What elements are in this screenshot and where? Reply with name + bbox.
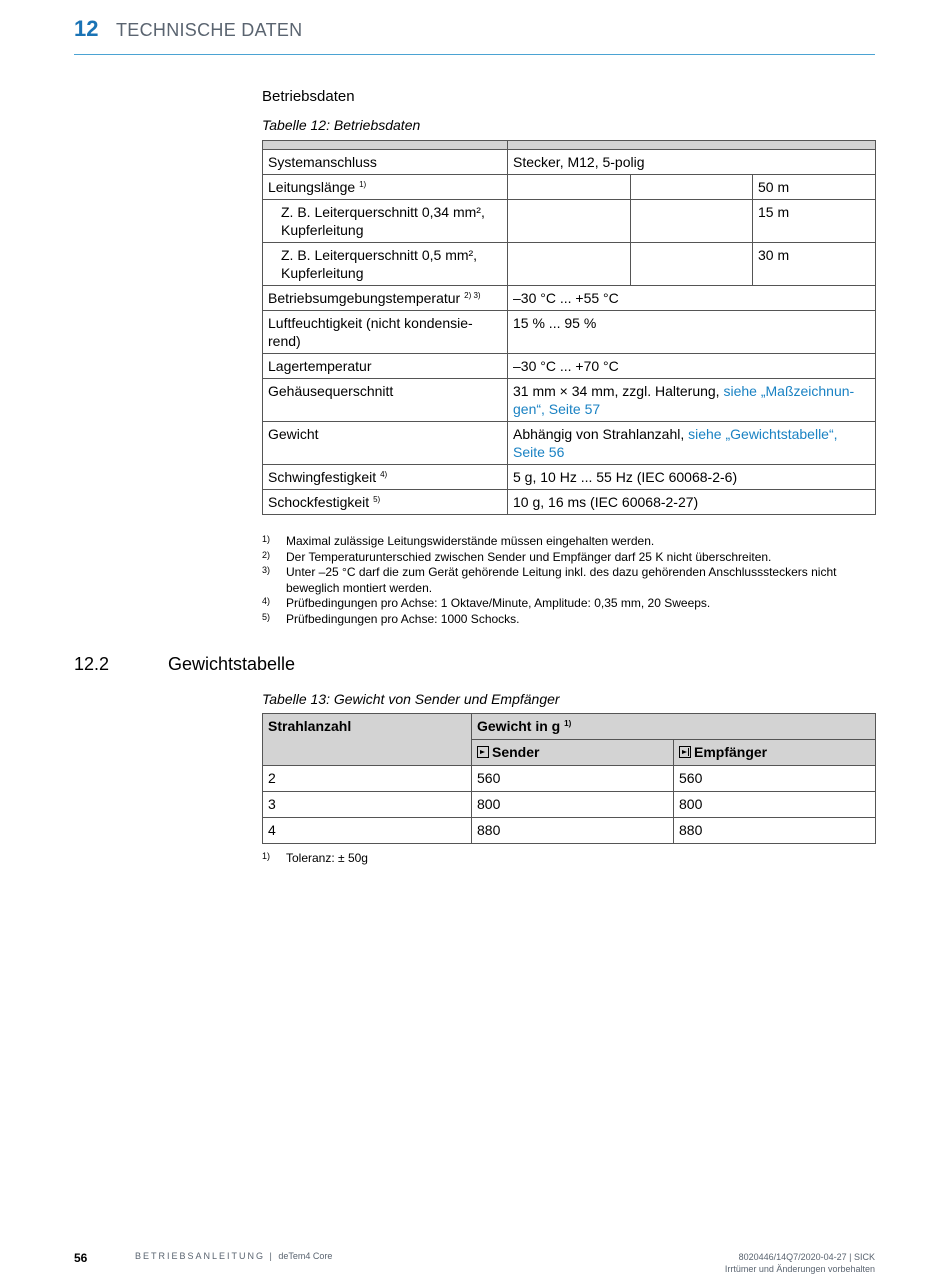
table-row <box>263 818 876 844</box>
footnote-ref: 1) <box>359 180 367 189</box>
col-header-strahlanzahl: Strahlanzahl <box>263 714 472 766</box>
table-row <box>263 150 876 175</box>
row-label: Schockfestigkeit $^{5)}$ <box>263 490 508 515</box>
footer-doc-info <box>725 1251 875 1275</box>
table-row <box>263 465 876 490</box>
cell-empfaenger: 560 <box>674 766 876 792</box>
row-label: Schwingfestigkeit $^{4)}$ <box>263 465 508 490</box>
cell-strahlanzahl: 3 <box>263 792 472 818</box>
footer-doc-id: 8020446/14Q7/2020-04-27 | SICK <box>738 1252 875 1262</box>
cell-sender: 800 <box>472 792 674 818</box>
footnote-ref: 1) <box>564 719 572 728</box>
footnote-ref: 5) <box>373 495 381 504</box>
footnote-ref: 4) <box>380 470 388 479</box>
cell-sender: 560 <box>472 766 674 792</box>
table-row <box>263 766 876 792</box>
row-value: 15 m <box>753 200 876 243</box>
chapter-number: 12 <box>74 16 99 41</box>
table-header-row <box>263 714 876 740</box>
row-value: 15 % ... 95 % <box>508 311 876 354</box>
cell-strahlanzahl: 2 <box>263 766 472 792</box>
footnote: 5) Prüfbedingungen pro Achse: 1000 Schocks. <box>262 611 520 626</box>
table-row <box>263 200 876 243</box>
section-title-gewichtstabelle: Gewichtstabelle <box>168 654 296 674</box>
footnote-ref: 2) 3) <box>464 291 481 300</box>
table-row <box>263 379 876 422</box>
table-row <box>263 286 876 311</box>
table-row <box>263 490 876 515</box>
row-value: 10 g, 16 ms (IEC 60068-2-27) <box>508 490 876 515</box>
footer-doc-title: BETRIEBSANLEITUNG | deTem4 Core <box>135 1251 333 1261</box>
row-label: Betriebsumgebungstemperatur $^{2) 3)}$ <box>263 286 508 311</box>
table-header-row <box>263 141 876 150</box>
row-value: Abhängig von Strahlanzahl, siehe „Gewichtstabelle“, Seite 56 <box>508 422 876 465</box>
link-masszeichnungen[interactable]: siehe „Maßzeichnun-gen“, Seite 57 <box>513 383 855 417</box>
row-label: Leitungslänge $^{1)}$ <box>263 175 508 200</box>
row-label: Luftfeuchtigkeit (nicht kondensie-rend) <box>263 311 508 354</box>
table-row <box>263 792 876 818</box>
row-value: –30 °C ... +55 °C <box>508 286 876 311</box>
table-row <box>263 354 876 379</box>
link-gewichtstabelle[interactable]: siehe „Gewichtstabelle“, Seite 56 <box>513 426 838 460</box>
section-number: 12.2 <box>74 654 110 674</box>
footnote: 2) Der Temperaturunterschied zwischen Sender und Empfänger darf 25 K nicht überschreiten. <box>262 549 772 564</box>
row-label: Z. B. Leiterquerschnitt 0,34 mm², Kupferleitung <box>263 200 508 243</box>
row-label: Lagertemperatur <box>263 354 508 379</box>
col-header-sender: Sender <box>472 740 674 766</box>
row-value: 30 m <box>753 243 876 286</box>
chapter-title: TECHNISCHE DATEN <box>116 20 303 40</box>
section-title-betriebsdaten: Betriebsdaten <box>262 88 355 105</box>
page-number: 56 <box>74 1251 88 1265</box>
chapter-header <box>74 14 875 55</box>
cell-sender: 880 <box>472 818 674 844</box>
cell-empfaenger: 800 <box>674 792 876 818</box>
table-caption-13: Tabelle 13: Gewicht von Sender und Empfänger <box>262 691 560 707</box>
footnotes-table-12 <box>262 534 875 627</box>
row-label: Gewicht <box>263 422 508 465</box>
row-value: 31 mm × 34 mm, zzgl. Halterung, siehe „Maßzeichnun-gen“, Seite 57 <box>508 379 876 422</box>
row-value: 50 m <box>753 175 876 200</box>
row-label: Systemanschluss <box>263 150 508 175</box>
row-value: –30 °C ... +70 °C <box>508 354 876 379</box>
row-label: Z. B. Leiterquerschnitt 0,5 mm², Kupferleitung <box>263 243 508 286</box>
col-header-gewicht: Gewicht in g $^{1)}$ <box>472 714 876 740</box>
betriebsdaten-table <box>262 140 876 515</box>
gewicht-table <box>262 713 876 844</box>
cell-strahlanzahl: 4 <box>263 818 472 844</box>
col-header-empfaenger: Empfänger <box>674 740 876 766</box>
footer-disclaimer: Irrtümer und Änderungen vorbehalten <box>724 1264 875 1274</box>
footnote: 4) Prüfbedingungen pro Achse: 1 Oktave/Minute, Amplitude: 0,35 mm, 20 Sweeps. <box>262 596 711 610</box>
footnote: 1) Toleranz: ± 50g <box>262 851 368 865</box>
table-row <box>263 175 876 200</box>
table-row <box>263 422 876 465</box>
table-row <box>263 243 876 286</box>
table-caption-12: Tabelle 12: Betriebsdaten <box>262 117 421 133</box>
row-value: Stecker, M12, 5-polig <box>508 150 876 175</box>
sender-icon <box>477 746 489 758</box>
table-row <box>263 311 876 354</box>
footnotes-table-13 <box>262 851 875 867</box>
cell-empfaenger: 880 <box>674 818 876 844</box>
footnote: 3) Unter –25 °C darf die zum Gerät gehörende Leitung inkl. des dazu gehörenden Anschlusssteckers nicht beweglich montiert werden. <box>262 565 837 595</box>
footnote: 1) Maximal zulässige Leitungswiderstände müssen eingehalten werden. <box>262 534 655 548</box>
row-value: 5 g, 10 Hz ... 55 Hz (IEC 60068-2-6) <box>508 465 876 490</box>
row-label: Gehäusequerschnitt <box>263 379 508 422</box>
receiver-icon <box>679 746 691 758</box>
